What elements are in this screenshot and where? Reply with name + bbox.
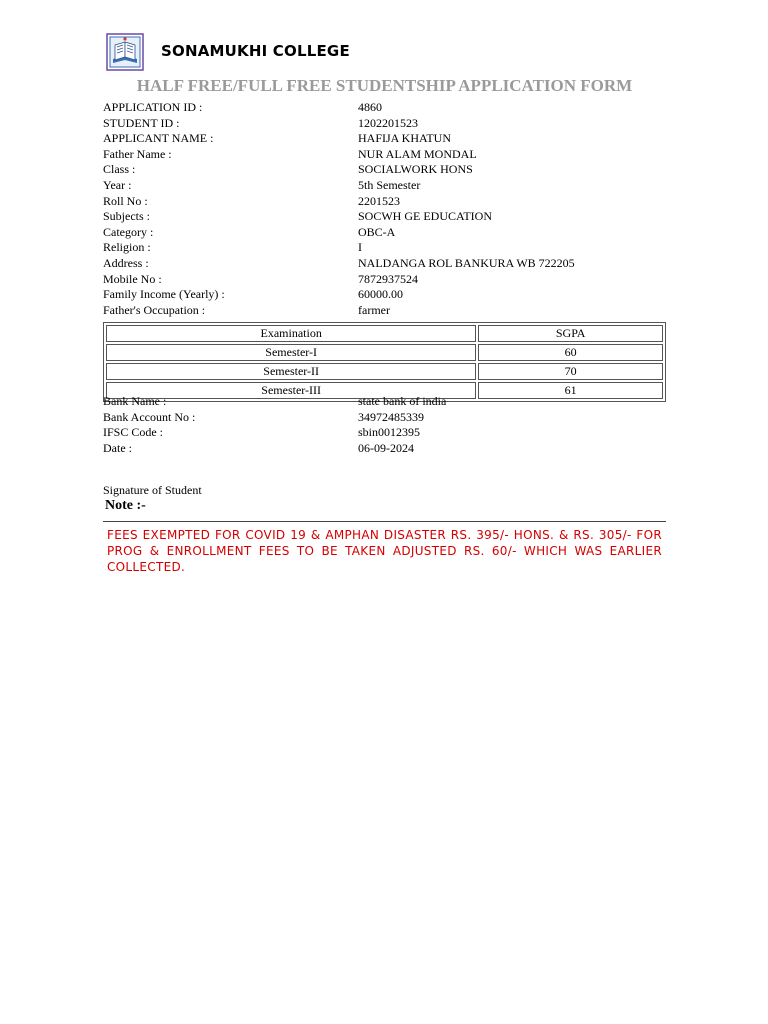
sgpa-cell: 60 [478, 344, 663, 361]
detail-value: OBC-A [358, 224, 396, 239]
table-row [106, 363, 663, 380]
page-header [106, 33, 666, 71]
detail-label: Mobile No : [103, 271, 162, 286]
detail-row-address [103, 256, 663, 272]
detail-label: APPLICATION ID : [103, 100, 203, 114]
detail-label: Roll No : [103, 193, 148, 208]
exam-cell: Semester-III [106, 382, 476, 399]
detail-value: state bank of india [358, 394, 447, 408]
detail-label: Family Income (Yearly) : [103, 287, 225, 302]
sgpa-cell: 61 [478, 382, 663, 399]
college-logo-icon [106, 33, 144, 71]
detail-label: Father's Occupation : [103, 302, 206, 317]
signature-label: Signature of Student [103, 483, 202, 497]
table-row [106, 344, 663, 361]
detail-label: IFSC Code : [103, 425, 164, 440]
detail-row-family-income [103, 287, 663, 303]
detail-row-roll-no [103, 194, 663, 210]
detail-value: SOCIALWORK HONS [358, 162, 473, 177]
form-title: HALF FREE/FULL FREE STUDENTSHIP APPLICATION FORM [136, 76, 633, 95]
detail-value: 4860 [358, 100, 382, 114]
detail-value: 34972485339 [358, 409, 424, 424]
detail-row-mobile-no [103, 272, 663, 288]
detail-value: 1202201523 [358, 115, 418, 130]
note-label: Note :- [105, 498, 146, 513]
detail-label: Category : [103, 224, 154, 239]
detail-value: farmer [358, 302, 390, 317]
column-header-examination: Examination [106, 325, 476, 342]
detail-row-student-id [103, 116, 663, 132]
detail-row-father-occupation [103, 303, 663, 319]
detail-row-applicant-name [103, 131, 663, 147]
detail-row-father-name [103, 147, 663, 163]
detail-value: SOCWH GE EDUCATION [358, 209, 492, 224]
detail-value: 5th Semester [358, 177, 421, 192]
detail-label: STUDENT ID : [103, 115, 180, 130]
detail-value: 2201523 [358, 193, 400, 208]
detail-row-class [103, 162, 663, 178]
detail-label: Religion : [103, 240, 151, 255]
detail-label: Address : [103, 255, 149, 270]
detail-value: 60000.00 [358, 287, 403, 302]
sgpa-cell: 70 [478, 363, 663, 380]
detail-row-ifsc [103, 425, 663, 441]
detail-label: Subjects : [103, 209, 150, 224]
note-text: FEES EXEMPTED FOR COVID 19 & AMPHAN DISASTER RS. 395/- HONS. & RS. 305/- FOR PROG & ENROLLMENT FEES TO BE TAKEN ADJUSTED RS. 60/- WHICH WAS EARLIER COLLECTED. [107, 528, 662, 574]
detail-row-bank-name [103, 394, 663, 410]
detail-value: sbin0012395 [358, 425, 421, 440]
detail-label: Date : [103, 440, 132, 455]
detail-value: NALDANGA ROL BANKURA WB 722205 [358, 255, 575, 270]
applicant-details [103, 100, 663, 318]
detail-value: NUR ALAM MONDAL [358, 146, 477, 161]
detail-value: I [358, 240, 362, 255]
detail-row-year [103, 178, 663, 194]
table-header-row [106, 325, 663, 342]
detail-label: APPLICANT NAME : [103, 131, 214, 146]
detail-row-religion [103, 240, 663, 256]
detail-label: Father Name : [103, 146, 172, 161]
detail-label: Class : [103, 162, 136, 177]
divider [103, 521, 666, 522]
detail-label: Bank Account No : [103, 409, 196, 424]
exam-cell: Semester-I [106, 344, 476, 361]
detail-row-category [103, 225, 663, 241]
detail-value: 06-09-2024 [358, 440, 414, 455]
detail-value: HAFIJA KHATUN [358, 131, 452, 146]
detail-label: Year : [103, 177, 132, 192]
detail-row-subjects [103, 209, 663, 225]
detail-value: 7872937524 [358, 271, 418, 286]
column-header-sgpa: SGPA [478, 325, 663, 342]
college-name: SONAMUKHI COLLEGE [161, 42, 350, 60]
exam-cell: Semester-II [106, 363, 476, 380]
detail-row-bank-account [103, 410, 663, 426]
detail-row-date [103, 441, 663, 457]
detail-row-application-id [103, 100, 663, 116]
bank-details [103, 394, 663, 456]
detail-label: Bank Name : [103, 394, 167, 408]
sgpa-table [103, 322, 666, 402]
